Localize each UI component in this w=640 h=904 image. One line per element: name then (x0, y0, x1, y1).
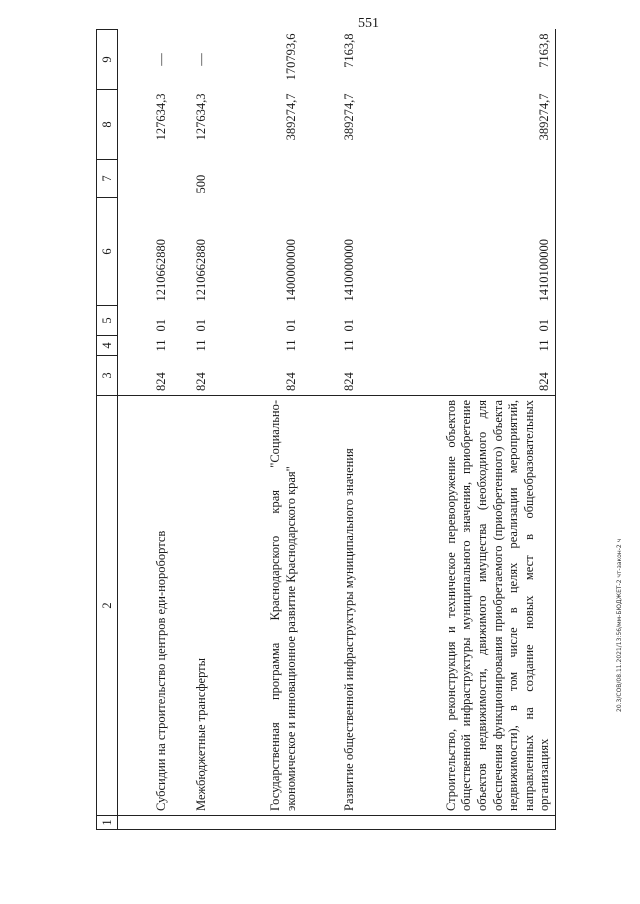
cell-name: Государственная программа Краснодарского края "Социально-экономическое и инновационное развитие Краснодарского края" (212, 396, 302, 816)
cell-sum2: — (153, 53, 168, 66)
cell-pr: 01 (283, 319, 298, 332)
cell-sum: 127634,3 (153, 93, 168, 141)
header-cell: 7 (97, 160, 118, 198)
cell-sum: 389274,7 (283, 93, 298, 141)
cell-rz: 11 (153, 339, 168, 352)
table-row (118, 30, 172, 830)
cell-rz: 11 (283, 339, 298, 352)
cell-vr (212, 160, 302, 198)
cell-pr: 01 (153, 319, 168, 332)
table-row (212, 30, 302, 830)
cell-sum2: 7163,8 (341, 33, 356, 68)
cell-name: Субсидии на строительство центров еди-норобортсв (118, 396, 172, 816)
cell-vr (302, 160, 360, 198)
cell-pr: 01 (193, 319, 208, 332)
header-cell: 4 (97, 336, 118, 356)
cell-vr (118, 160, 172, 198)
cell-csr: 1400000000 (283, 239, 298, 302)
header-cell: 1 (97, 816, 118, 830)
cell-c1 (302, 816, 360, 830)
cell-rz: 11 (341, 339, 356, 352)
cell-pr: 01 (341, 319, 356, 332)
cell-name: Строительство, реконструкция и техническое перевооружение объектов общественной инфраструктуры муниципального значения, приобретение объектов недвижимости, движимого имущества (необходимого для обеспечения функционирования приобретаемого (приобретенного) объекта недвижимости), в том числе в целях реализации мероприятий, направленных на создание новых мест в общеобразовательных организациях (360, 396, 556, 816)
cell-code: 824 (153, 372, 168, 391)
cell-csr: 1410100000 (360, 198, 556, 306)
cell-c1 (118, 816, 172, 830)
cell-code: 824 (341, 372, 356, 391)
cell-csr: 1210662880 (193, 239, 208, 302)
cell-sum2: 7163,8 (360, 30, 556, 90)
cell-c1 (172, 816, 212, 830)
table-row (302, 30, 360, 830)
table-row (360, 30, 556, 830)
cell-vr (360, 160, 556, 198)
cell-code: 824 (360, 356, 556, 396)
cell-sum: 127634,3 (193, 93, 208, 141)
rotated-table-container (96, 30, 616, 830)
footer-note: 20.3/СОВ/08.11.2021/13:56/мм-БЮДЖЕТ-2 чт-закон-2 ч (616, 538, 623, 712)
table-header-row (97, 30, 118, 830)
cell-rz: 11 (360, 336, 556, 356)
budget-table (96, 29, 556, 830)
header-cell: 9 (97, 30, 118, 90)
cell-sum: 389274,7 (360, 90, 556, 160)
cell-code: 824 (193, 372, 208, 391)
cell-vr: 500 (193, 174, 208, 194)
page-number: 551 (358, 16, 379, 31)
header-cell: 6 (97, 198, 118, 306)
cell-sum2: — (193, 53, 208, 66)
header-cell: 3 (97, 356, 118, 396)
table-row (172, 30, 212, 830)
cell-code: 824 (283, 372, 298, 391)
cell-c1 (212, 816, 302, 830)
header-cell: 8 (97, 90, 118, 160)
header-cell: 2 (97, 396, 118, 816)
cell-csr: 1410000000 (341, 239, 356, 302)
cell-pr: 01 (360, 306, 556, 336)
cell-sum2: 170793,6 (283, 33, 298, 81)
cell-rz: 11 (193, 339, 208, 352)
cell-name: Межбюджетные трансферты (172, 396, 212, 816)
cell-sum: 389274,7 (341, 93, 356, 141)
cell-name: Развитие общественной инфраструктуры муниципального значения (302, 396, 360, 816)
header-cell: 5 (97, 306, 118, 336)
cell-csr: 1210662880 (153, 239, 168, 302)
cell-c1 (360, 816, 556, 830)
